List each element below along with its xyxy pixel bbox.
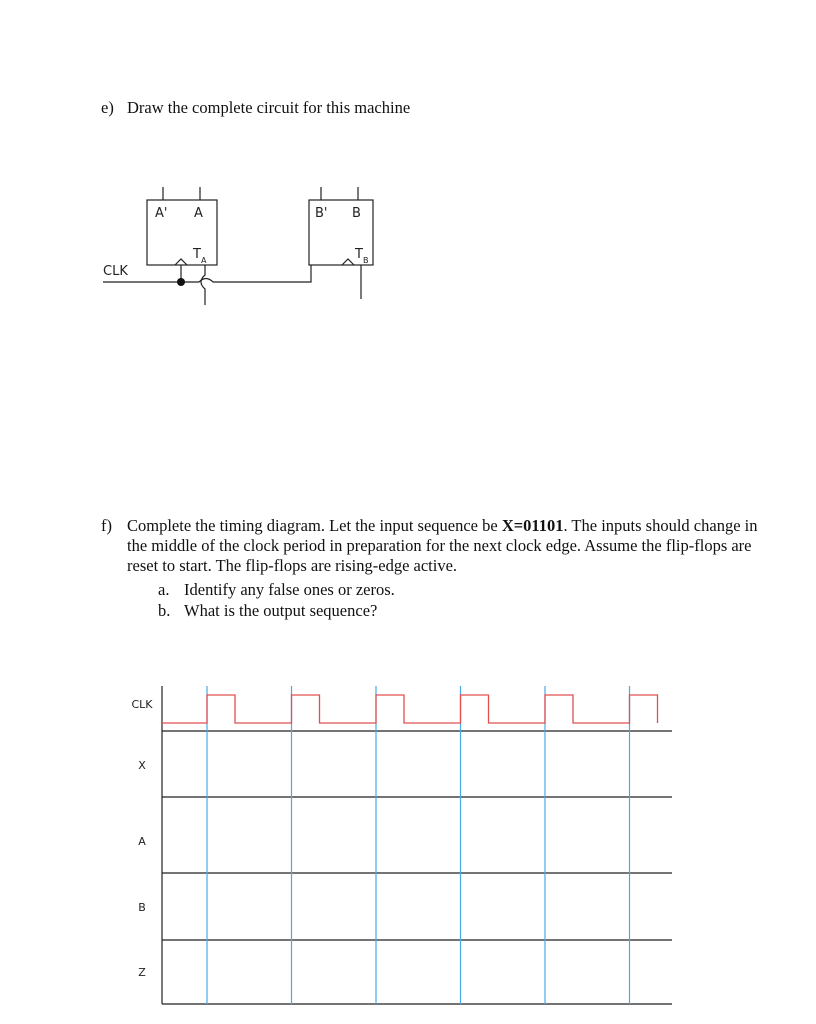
ff-a-t-label: T [193,247,201,262]
signal-label-clk: CLK [131,698,153,711]
circuit-diagram [103,187,373,305]
question-f-text-before: Complete the timing diagram. Let the input sequence be [127,516,502,535]
circuit-labels [103,206,369,279]
signal-label-a: A [138,835,146,848]
ff-b-qbar-label: B' [315,206,328,221]
ff-b-t-label: T [355,247,363,262]
question-f-text-after: . The inputs should change in the middle of the clock period in preparation for the next clock edge. Assume the flip-flops are reset to start. The flip-flops are rising-edge active. [127,516,758,575]
clk-junction-dot [177,278,185,286]
signal-label-b: B [138,901,146,914]
clk-b-wire [181,265,311,282]
input-sequence: X=01101 [501,516,564,535]
subitem-b-label: b. [158,601,171,620]
clock-waveform [162,695,658,723]
ff-b-t-subscript: B [363,256,369,265]
ff-a-t-lead [201,265,205,305]
subitem-a [158,580,395,600]
ff-a-qbar-label: A' [155,206,168,221]
ff-b-clock-triangle [342,259,354,265]
signal-label-x: X [138,759,146,772]
ff-a-clock-triangle [175,259,187,265]
ff-a-t-subscript: A [201,256,207,265]
timing-diagram [131,686,672,1004]
signal-label-z: Z [138,966,146,979]
question-e-text: Draw the complete circuit for this machine [127,98,411,117]
clk-label: CLK [103,264,128,279]
ff-a-q-label: A [194,206,203,221]
ff-b-q-label: B [352,206,361,221]
subitem-a-label: a. [158,580,170,599]
subitem-b-text: What is the output sequence? [184,601,378,620]
question-f-text [127,516,767,576]
subitem-b [158,601,377,621]
question-e-label: e) [101,98,114,117]
question-f-label: f) [101,516,112,535]
subitem-a-text: Identify any false ones or zeros. [184,580,395,599]
